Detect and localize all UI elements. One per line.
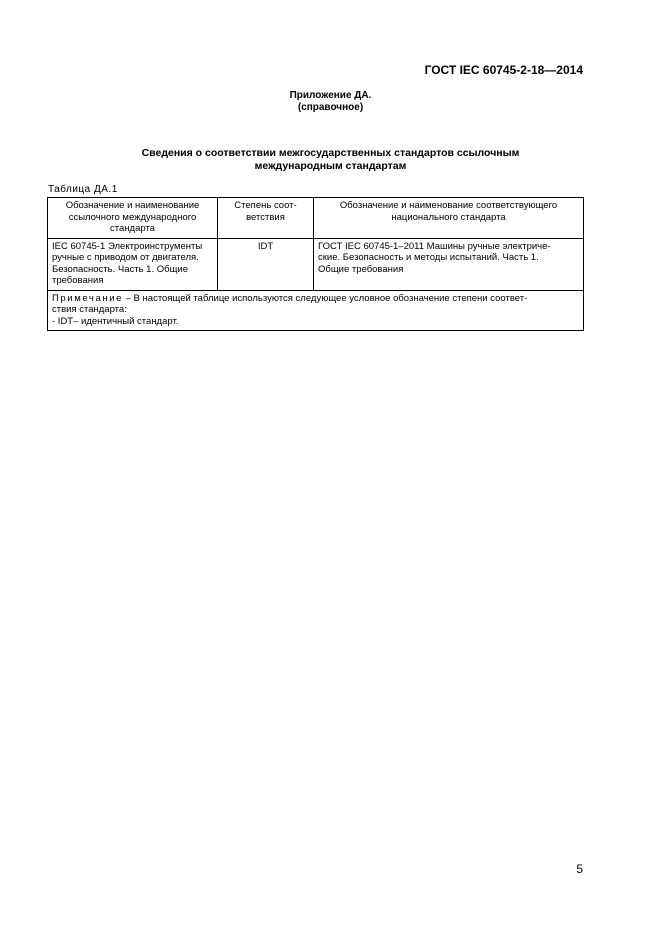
table-row: [48, 238, 584, 290]
note-text: – В настоящей таблице используются следующее условное обозначение степени соответ-: [123, 292, 528, 304]
note-line-2: ствия стандарта:: [52, 304, 127, 315]
cell-line: ГОСТ IEC 60745-1–2011 Машины ручные электриче-: [318, 240, 551, 252]
header-degree: [218, 198, 314, 239]
annex-type: (справочное): [297, 102, 364, 113]
heading-line-2: международным стандартам: [254, 160, 407, 172]
cell-line: ручные с приводом от двигателя.: [52, 252, 199, 263]
table-header-row: [48, 198, 584, 239]
header-line: национального стандарта: [391, 211, 506, 223]
cell-line: IEC 60745-1 Электроинструменты: [52, 240, 203, 252]
table-note: [48, 290, 584, 331]
header-line: Обозначение и наименование: [65, 200, 200, 211]
cell-national-standard: [314, 238, 584, 290]
table-caption: Таблица ДА.1: [48, 184, 118, 195]
cell-line: Безопасность. Часть 1. Общие: [52, 263, 188, 275]
cell-line: ские. Безопасность и методы испытаний. Часть 1.: [318, 252, 539, 263]
note-line-3: - IDT– идентичный стандарт.: [52, 315, 179, 327]
annex-header: [0, 90, 661, 114]
table-note-row: [48, 290, 584, 331]
header-line: Обозначение и наименование соответствующего: [339, 200, 558, 211]
page-number: 5: [576, 862, 583, 876]
header-line: ссылочного международного: [68, 211, 197, 223]
note-label: Примечание: [52, 292, 123, 304]
correspondence-table: [47, 197, 584, 331]
cell-line: требования: [52, 275, 104, 286]
header-national-standard: [314, 198, 584, 239]
document-code: ГОСТ IEC 60745-2-18—2014: [424, 63, 583, 77]
header-line: ветствия: [246, 211, 285, 223]
cell-international-standard: [48, 238, 218, 290]
cell-line: Общие требования: [318, 263, 404, 275]
heading-line-1: Сведения о соответствии межгосударственных стандартов ссылочным: [141, 147, 520, 159]
cell-degree: IDT: [218, 238, 314, 290]
note-line-1: [52, 293, 579, 305]
header-line: стандарта: [110, 223, 155, 234]
header-international-standard: [48, 198, 218, 239]
header-line: Степень соот-: [234, 200, 297, 211]
annex-title: Приложение ДА.: [289, 90, 372, 101]
section-heading: [0, 147, 661, 173]
